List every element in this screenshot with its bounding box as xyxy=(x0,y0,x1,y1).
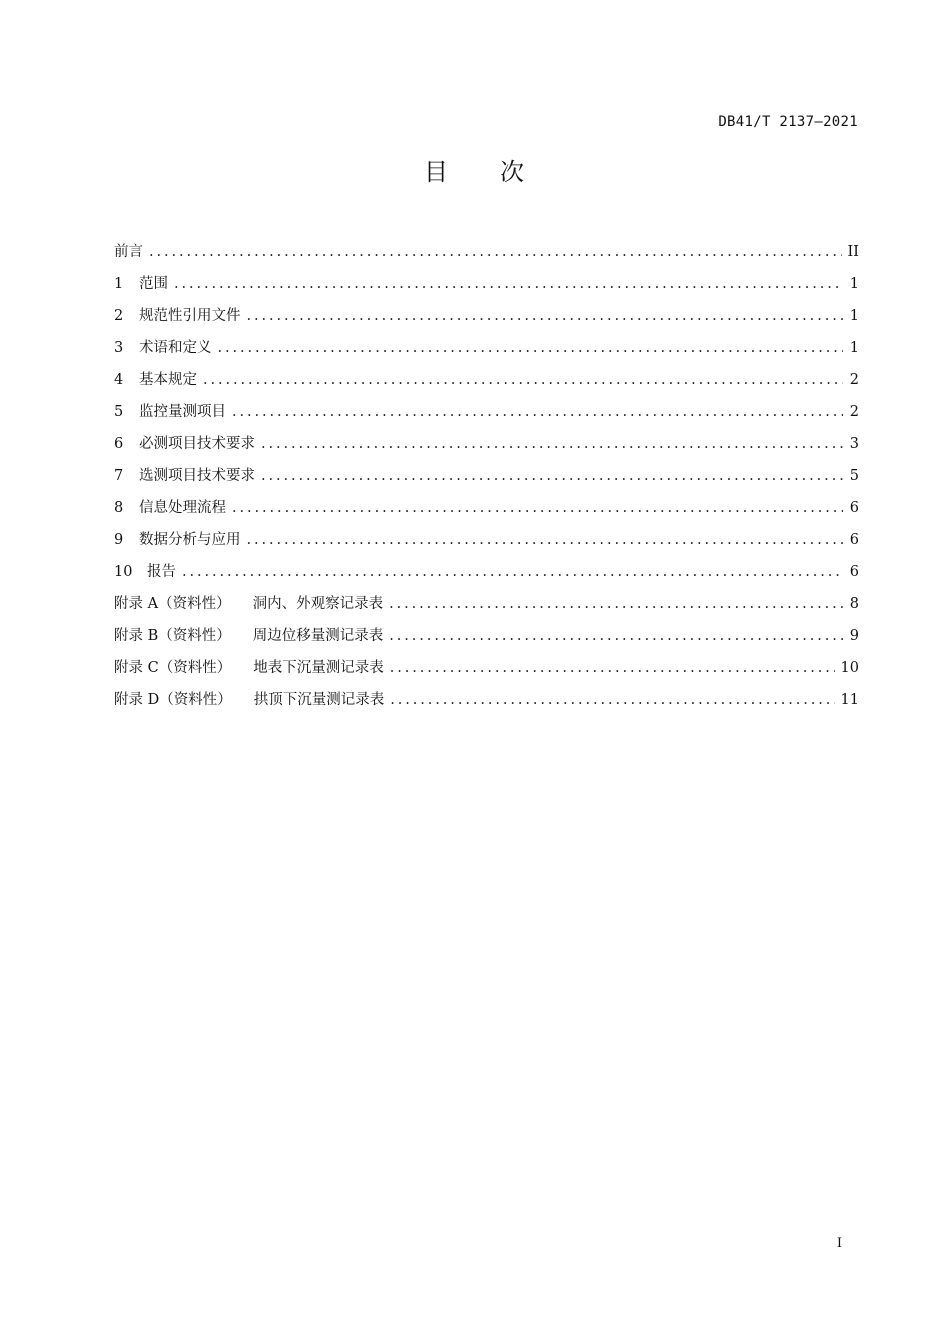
toc-entry-page: 6 xyxy=(849,500,859,516)
toc-leader-dots xyxy=(232,492,843,524)
toc-entry-page: 3 xyxy=(849,436,859,452)
toc-entry-label: 监控量测项目 xyxy=(139,404,226,420)
toc-entry-number: 8 xyxy=(114,500,124,516)
toc-entry-10[interactable] xyxy=(114,556,859,588)
toc-entry-page: 1 xyxy=(849,340,859,356)
toc-entry-label: 前言 xyxy=(114,244,143,260)
toc-entry-page: 10 xyxy=(840,660,859,676)
toc-entry-1[interactable] xyxy=(114,268,859,300)
toc-entry-4[interactable] xyxy=(114,364,859,396)
toc-entry-label: 信息处理流程 xyxy=(139,500,226,516)
toc-entry-label xyxy=(114,588,383,620)
toc-annex-title: 地表下沉量测记录表 xyxy=(253,660,384,676)
toc-entry-number: 9 xyxy=(114,532,124,548)
toc-entry-3[interactable] xyxy=(114,332,859,364)
toc-annex-title: 洞内、外观察记录表 xyxy=(252,596,384,612)
toc-leader-dots xyxy=(389,620,843,652)
toc-entry-label: 规范性引用文件 xyxy=(139,308,241,324)
toc-entry-annex-c[interactable] xyxy=(114,652,859,684)
toc-entry-page: II xyxy=(847,244,859,260)
toc-entry-label: 术语和定义 xyxy=(139,340,212,356)
toc-leader-dots xyxy=(247,300,844,332)
toc-entry-page: 2 xyxy=(849,404,859,420)
toc-entry-annex-a[interactable] xyxy=(114,588,859,620)
toc-entry-page: 2 xyxy=(849,372,859,388)
toc-annex-label: 附录 A（资料性） xyxy=(114,596,231,612)
toc-entry-7[interactable] xyxy=(114,460,859,492)
toc-entry-number: 4 xyxy=(114,372,124,388)
toc-entry-5[interactable] xyxy=(114,396,859,428)
toc-leader-dots xyxy=(389,588,843,620)
toc-entry-label xyxy=(114,684,384,716)
toc-annex-title: 周边位移量测记录表 xyxy=(252,628,384,644)
toc-entry-page: 6 xyxy=(849,532,859,548)
toc-leader-dots xyxy=(149,236,842,268)
toc-entry-9[interactable] xyxy=(114,524,859,556)
toc-leader-dots xyxy=(182,556,843,588)
toc-title xyxy=(0,152,950,187)
toc-entry-label: 范围 xyxy=(139,276,168,292)
toc-entry-number: 5 xyxy=(114,404,124,420)
toc-annex-label: 附录 C（资料性） xyxy=(114,660,232,676)
toc-leader-dots xyxy=(232,396,843,428)
toc-entry-label: 必测项目技术要求 xyxy=(139,436,255,452)
toc-leader-dots xyxy=(390,684,834,716)
toc-title-left: 目 xyxy=(424,158,450,186)
toc-entry-page: 9 xyxy=(849,628,859,644)
toc-title-right: 次 xyxy=(500,158,526,186)
toc-annex-title: 拱顶下沉量测记录表 xyxy=(253,692,385,708)
toc-entry-label: 选测项目技术要求 xyxy=(139,468,255,484)
toc-entry-label xyxy=(114,620,383,652)
toc-leader-dots xyxy=(174,268,843,300)
toc-entry-page: 11 xyxy=(840,692,859,708)
toc-entry-number: 1 xyxy=(114,276,124,292)
toc-leader-dots xyxy=(261,428,843,460)
toc-entry-annex-b[interactable] xyxy=(114,620,859,652)
toc-entry-number: 2 xyxy=(114,308,124,324)
toc-entry-annex-d[interactable] xyxy=(114,684,859,716)
toc-leader-dots xyxy=(247,524,844,556)
document-code: DB41/T 2137—2021 xyxy=(718,114,858,130)
toc-entry-label: 基本规定 xyxy=(139,372,197,388)
toc-entry-number: 7 xyxy=(114,468,124,484)
toc-entry-label: 报告 xyxy=(147,564,176,580)
toc-entry-label xyxy=(114,652,384,684)
toc-entry-page: 1 xyxy=(849,276,859,292)
toc-leader-dots xyxy=(390,652,835,684)
toc-leader-dots xyxy=(218,332,844,364)
toc-entry-6[interactable] xyxy=(114,428,859,460)
toc-leader-dots xyxy=(261,460,843,492)
toc-annex-label: 附录 B（资料性） xyxy=(114,628,231,644)
toc-list xyxy=(114,236,859,716)
toc-entry-number: 3 xyxy=(114,340,124,356)
toc-entry-2[interactable] xyxy=(114,300,859,332)
toc-entry-number: 10 xyxy=(114,564,133,580)
toc-annex-label: 附录 D（资料性） xyxy=(114,692,232,708)
toc-entry-page: 5 xyxy=(849,468,859,484)
toc-leader-dots xyxy=(203,364,843,396)
toc-entry-number: 6 xyxy=(114,436,124,452)
toc-entry-page: 6 xyxy=(849,564,859,580)
page-number: I xyxy=(836,1236,842,1251)
toc-entry-foreword[interactable] xyxy=(114,236,859,268)
toc-entry-label: 数据分析与应用 xyxy=(139,532,241,548)
toc-entry-page: 8 xyxy=(849,596,859,612)
toc-entry-page: 1 xyxy=(849,308,859,324)
toc-entry-8[interactable] xyxy=(114,492,859,524)
